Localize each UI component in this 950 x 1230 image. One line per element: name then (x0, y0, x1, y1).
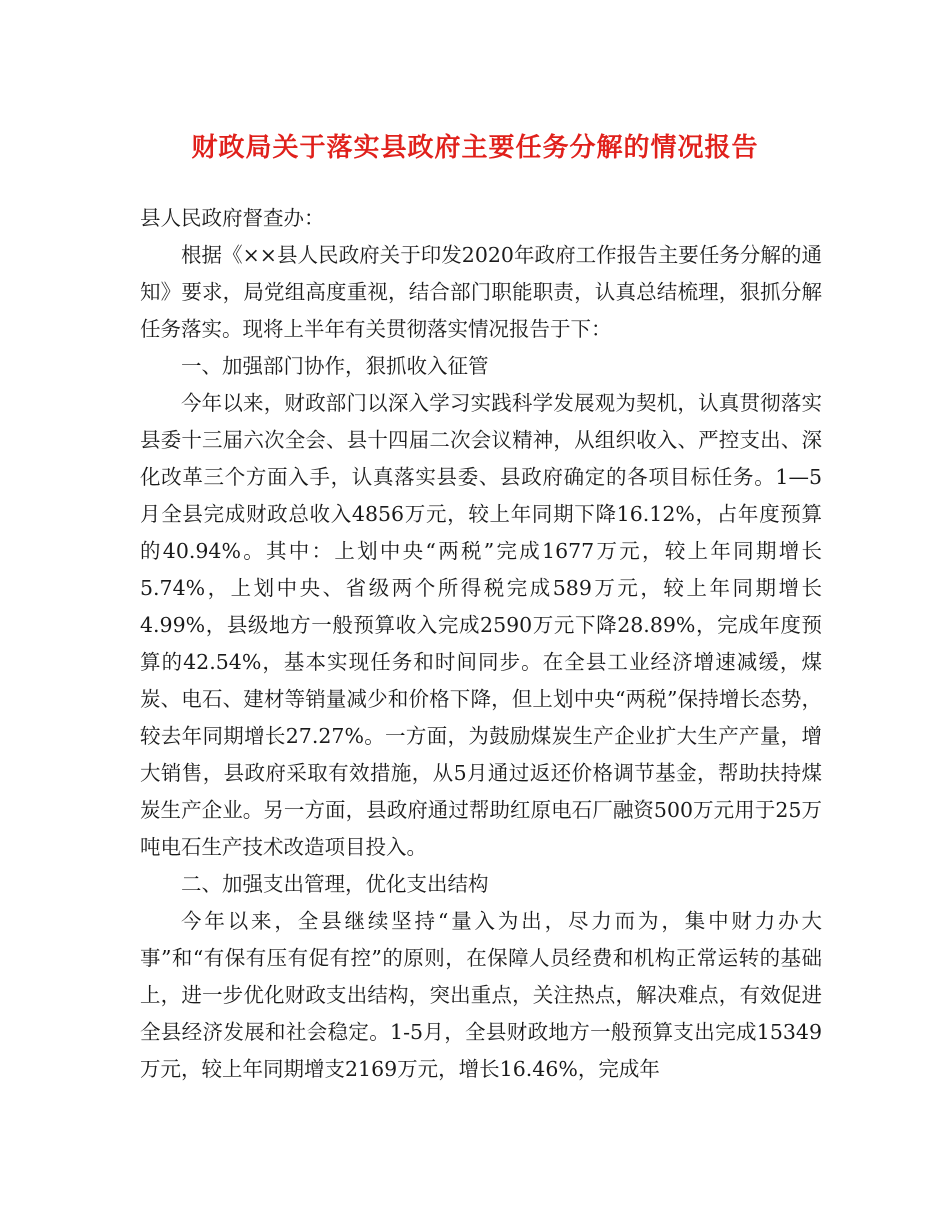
intro-paragraph: 根据《××县人民政府关于印发2020年政府工作报告主要任务分解的通知》要求，局党组高度重视，结合部门职能职责，认真总结梳理，狠抓分解任务落实。现将上半年有关贯彻落实情况报告于下： (140, 243, 822, 341)
section-1-heading: 一、加强部门协作，狠抓收入征管 (181, 354, 489, 378)
section-1-paragraph: 今年以来，财政部门以深入学习实践科学发展观为契机，认真贯彻落实县委十三届六次全会、县十四届二次会议精神，从组织收入、严控支出、深化改革三个方面入手，认真落实县委、县政府确定的各项目标任务。1—5月全县完成财政总收入4856万元，较上年同期下降16.12%，占年度预算的40.94%。其中：上划中央“两税”完成1677万元，较上年同期增长5.74%，上划中央、省级两个所得税完成589万元，较上年同期增长4.99%，县级地方一般预算收入完成2590万元下降28.89%，完成年度预算的42.54%，基本实现任务和时间同步。在全县工业经济增速减缓，煤炭、电石、建材等销量减少和价格下降，但上划中央“两税”保持增长态势，较去年同期增长27.27%。一方面，为鼓励煤炭生产企业扩大生产产量，增大销售，县政府采取有效措施，从5月通过返还价格调节基金，帮助扶持煤炭生产企业。另一方面，县政府通过帮助红原电石厂融资500万元用于25万吨电石生产技术改造项目投入。 (140, 391, 822, 859)
document-title: 财政局关于落实县政府主要任务分解的情况报告 (191, 133, 759, 163)
section-2-paragraph: 今年以来，全县继续坚持“量入为出，尽力而为，集中财力办大事”和“有保有压有促有控”的原则，在保障人员经费和机构正常运转的基础上，进一步优化财政支出结构，突出重点，关注热点，解决难点，有效促进全县经济发展和社会稳定。1-5月，全县财政地方一般预算支出完成15349万元，较上年同期增支2169万元，增长16.46%，完成年 (140, 909, 822, 1081)
document-body (140, 200, 822, 1088)
salutation: 县人民政府督查办： (140, 206, 325, 230)
section-2-heading: 二、加强支出管理，优化支出结构 (181, 872, 489, 896)
